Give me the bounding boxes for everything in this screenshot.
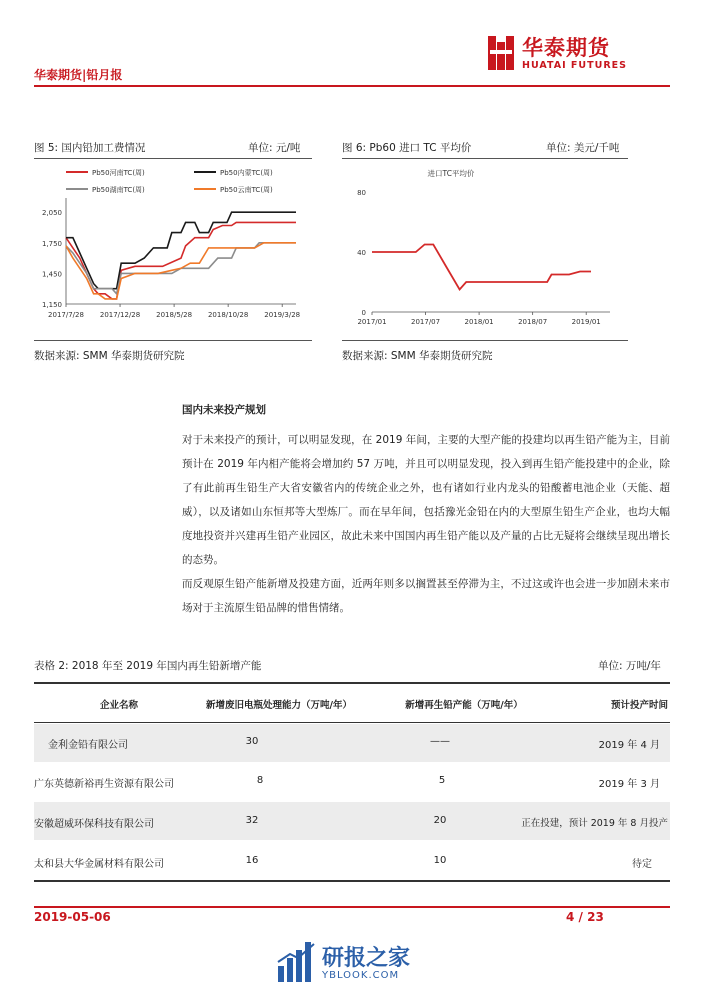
y-tick-label: 40	[357, 249, 366, 257]
table-cell-battery-capacity: 8	[256, 775, 264, 786]
x-tick-label: 2018/01	[464, 318, 494, 326]
series-line	[66, 222, 296, 299]
y-tick-label: 80	[357, 189, 366, 197]
table-header-start-date: 预计投产时间	[610, 700, 668, 711]
y-tick-label: 1,450	[41, 270, 62, 279]
table-cell-start-date: 2019 年 4 月	[598, 740, 660, 751]
y-tick-label: 2,050	[41, 209, 62, 218]
table-cell-start-date: 正在投建，预计 2019 年 8 月投产	[521, 818, 668, 829]
report-header-title: 华泰期货|铅月报	[34, 68, 123, 82]
figure6-chart	[342, 160, 628, 328]
footer-date: 2019-05-06	[34, 910, 111, 924]
table-cell-battery-capacity: 16	[245, 855, 259, 866]
table-cell-start-date: 待定	[632, 859, 652, 870]
y-tick-label: 1,750	[41, 239, 62, 248]
legend-label: Pb50湖南TC(周)	[92, 186, 145, 194]
figure6-unit: 单位: 美元/千吨	[546, 142, 620, 154]
watermark-text: 研报之家	[322, 946, 411, 971]
x-tick-label: 2018/10/28	[207, 311, 249, 319]
section-heading: 国内未来投产规划	[182, 404, 266, 416]
table-header-battery-capacity: 新增废旧电瓶处理能力（万吨/年）	[206, 700, 352, 711]
table-cell-company: 广东英德新裕再生资源有限公司	[34, 779, 174, 790]
x-tick-label: 2018/5/28	[156, 311, 193, 319]
section-paragraph-2: 而反观原生铅产能新增及投建方面，近两年则多以搁置甚至停滞为主，不过这或许也会进一步加剧未来市场对于主流原生铅品牌的惜售情绪。	[182, 578, 670, 614]
series-line	[372, 245, 591, 290]
logo-english-name: HUATAI FUTURES	[522, 60, 627, 71]
table-bottom-rule	[34, 880, 670, 882]
figure6-top-rule	[342, 158, 628, 159]
legend-label: Pb50内蒙TC(周)	[220, 169, 273, 177]
figure5-unit: 单位: 元/吨	[248, 142, 301, 154]
footer-divider	[34, 906, 670, 908]
chart-title: 进口TC平均价	[427, 169, 475, 178]
series-line	[66, 212, 296, 289]
x-tick-label: 2018/07	[518, 318, 548, 326]
table-title: 表格 2: 2018 年至 2019 年国内再生铅新增产能	[34, 660, 262, 672]
x-tick-label: 2017/07	[411, 318, 441, 326]
legend-label: Pb50云南TC(周)	[220, 186, 273, 194]
y-tick-label: 1,150	[41, 301, 62, 309]
table-cell-company: 金利金铅有限公司	[48, 740, 128, 751]
table-cell-battery-capacity: 32	[245, 815, 259, 826]
table-cell-lead-capacity: 5	[438, 775, 446, 786]
legend-label: Pb50河南TC(周)	[92, 169, 145, 177]
x-tick-label: 2017/7/28	[48, 311, 84, 319]
table-header-lead-capacity: 新增再生铅产能（万吨/年）	[405, 700, 523, 711]
x-tick-label: 2019/01	[571, 318, 601, 326]
table-cell-battery-capacity: 30	[245, 736, 259, 747]
figure5-title: 图 5: 国内铅加工费情况	[34, 142, 146, 154]
watermark-url: YBLOOK.COM	[322, 970, 400, 981]
figure6-title: 图 6: Pb60 进口 TC 平均价	[342, 142, 472, 154]
table-cell-lead-capacity: ——	[430, 736, 450, 747]
x-tick-label: 2017/01	[357, 318, 387, 326]
header-divider	[34, 85, 670, 87]
figure5-chart	[34, 160, 312, 328]
figure5-source: 数据来源: SMM 华泰期货研究院	[34, 350, 185, 362]
table-cell-start-date: 2019 年 3 月	[598, 779, 660, 790]
table-header-company: 企业名称	[99, 700, 138, 711]
table-cell-company: 太和县大华金属材料有限公司	[34, 859, 164, 870]
table-cell-lead-capacity: 10	[433, 855, 447, 866]
footer-page-number: 4 / 23	[566, 910, 604, 924]
table-top-rule	[34, 682, 670, 684]
y-tick-label: 0	[361, 309, 366, 317]
section-paragraph-1: 对于未来投产的预计，可以明显发现，在 2019 年间，主要的大型产能的投建均以再生铅产能为主，目前预计在 2019 年内相产能将会增加约 57 万吨，并且可以明显发现，投入到再生铅产能投建中的企业，除了有此前再生铅生产大省安徽省内的传统企业之外，也有诸如行业内龙头的铅酸蓄电池企业（天能、超威），以及诸如山东恒邦等大型炼厂。而在早年间，包括豫光金铅在内的大型原生铅生产企业，也均大幅度地投资并兴建再生铅产业园区，故此未来中国国内再生铅产能以及产量的占比无疑将会继续呈现出增长的态势。	[182, 434, 670, 566]
figure5-top-rule	[34, 158, 312, 159]
table-unit: 单位: 万吨/年	[598, 660, 661, 672]
x-tick-label: 2017/12/28	[99, 311, 141, 319]
table-header-rule	[34, 722, 670, 723]
x-tick-label: 2019/3/28	[264, 311, 301, 319]
figure6-bottom-rule	[342, 340, 628, 341]
table-cell-lead-capacity: 20	[433, 815, 447, 826]
yblook-watermark-icon	[276, 940, 318, 984]
figure6-source: 数据来源: SMM 华泰期货研究院	[342, 350, 493, 362]
logo-chinese-name: 华泰期货	[522, 36, 610, 60]
figure5-bottom-rule	[34, 340, 312, 341]
huatai-logo-icon	[486, 34, 516, 72]
table-cell-company: 安徽超威环保科技有限公司	[34, 819, 154, 830]
series-line	[66, 243, 296, 299]
